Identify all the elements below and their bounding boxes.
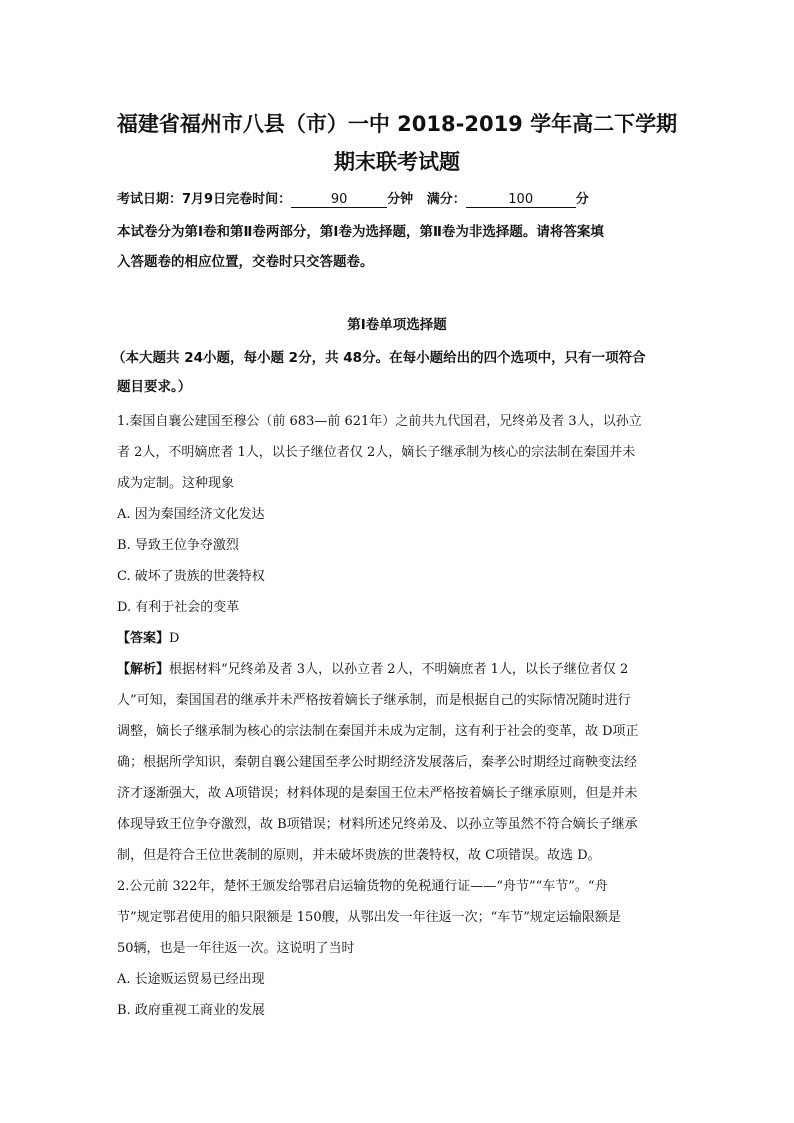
q1-analysis-line7: 制，但是符合王位世袭制的原则，并未破坏贵族的世袭特权，故 C项错误。故选 D。: [117, 848, 601, 863]
q1-line3: 成为定制。这种现象: [117, 476, 235, 491]
intro-line2: 入答题卷的相应位置，交卷时只交答题卷。: [117, 254, 374, 270]
q1-option-d: D. 有利于社会的变革: [117, 600, 240, 615]
q1-line2: 者 2人，不明嫡庶者 1人，以长子继位者仅 2人，嫡长子继承制为核心的宗法制在秦国并未: [117, 445, 636, 460]
q1-answer: [117, 627, 179, 646]
q2-line3: 50辆，也是一年往返一次。这说明了当时: [117, 941, 355, 956]
score-label: 满分：: [426, 192, 466, 207]
answer-value: D: [169, 631, 180, 646]
q1-option-c: C. 破坏了贵族的世袭特权: [117, 569, 265, 584]
section-heading: 第Ⅰ卷单项选择题: [347, 317, 447, 333]
exam-title-line2: 期末联考试题: [334, 150, 460, 174]
section-instruction-line2: 题目要求。）: [117, 379, 192, 395]
analysis-text: 根据材料“兄终弟及者 3人，以孙立者 2人，不明嫡庶者 1人，以长子继位者仅 2: [169, 662, 629, 677]
q1-line1: 1.秦国自襄公建国至穆公（前 683—前 621年）之前共九代国君，兄终弟及者 3人，以孙立: [117, 414, 642, 429]
q1-option-b: B. 导致王位争夺激烈: [117, 538, 239, 553]
section-instruction-line1: （本大题共 24小题，每小题 2分，共 48分。在每小题给出的四个选项中，只有一项符合: [112, 350, 646, 366]
score-value: 100: [466, 192, 576, 208]
q2-option-a: A. 长途贩运贸易已经出现: [117, 972, 265, 987]
q1-analysis-line1: [117, 658, 628, 677]
q1-analysis-line2: 人”可知，秦国国君的继承并未严格按着嫡长子继承制，而是根据自己的实际情况随时进行: [117, 693, 631, 708]
answer-tag: 【答案】: [117, 631, 170, 646]
score-unit: 分: [575, 192, 589, 207]
q1-analysis-line3: 调整，嫡长子继承制为核心的宗法制在秦国并未成为定制，这有利于社会的变革，故 D项正: [117, 724, 639, 739]
q2-line2: 节”规定鄂君使用的船只限额是 150艘，从鄂出发一年往返一次；“车节”规定运输限额是: [117, 910, 621, 925]
date-label: 考试日期：7月9日完卷时间：: [117, 192, 292, 207]
exam-title-line1: 福建省福州市八县（市）一中 2018-2019 学年高二下学期: [116, 112, 678, 136]
q1-analysis-line6: 体现导致王位争夺激烈，故 B项错误；材料所述兄终弟及、以孙立等虽然不符合嫡长子继承: [117, 817, 638, 832]
time-value: 90: [291, 192, 387, 208]
q2-line1: 2.公元前 322年，楚怀王颁发给鄂君启运输货物的免税通行证——“舟节”“车节”。“舟: [117, 879, 608, 894]
exam-meta: [117, 188, 589, 208]
intro-line1: 本试卷分为第Ⅰ卷和第Ⅱ卷两部分，第Ⅰ卷为选择题，第Ⅱ卷为非选择题。请将答案填: [117, 224, 604, 240]
q2-option-b: B. 政府重视工商业的发展: [117, 1003, 265, 1018]
q1-analysis-line4: 确；根据所学知识，秦朝自襄公建国至孝公时期经济发展落后，秦孝公时期经过商鞅变法经: [117, 755, 638, 770]
time-unit: 分钟: [387, 192, 414, 207]
q1-analysis-line5: 济才逐渐强大，故 A项错误；材料体现的是秦国王位未严格按着嫡长子继承原则，但是并未: [117, 786, 638, 801]
q1-option-a: A. 因为秦国经济文化发达: [117, 507, 265, 522]
analysis-tag: 【解析】: [117, 662, 170, 677]
